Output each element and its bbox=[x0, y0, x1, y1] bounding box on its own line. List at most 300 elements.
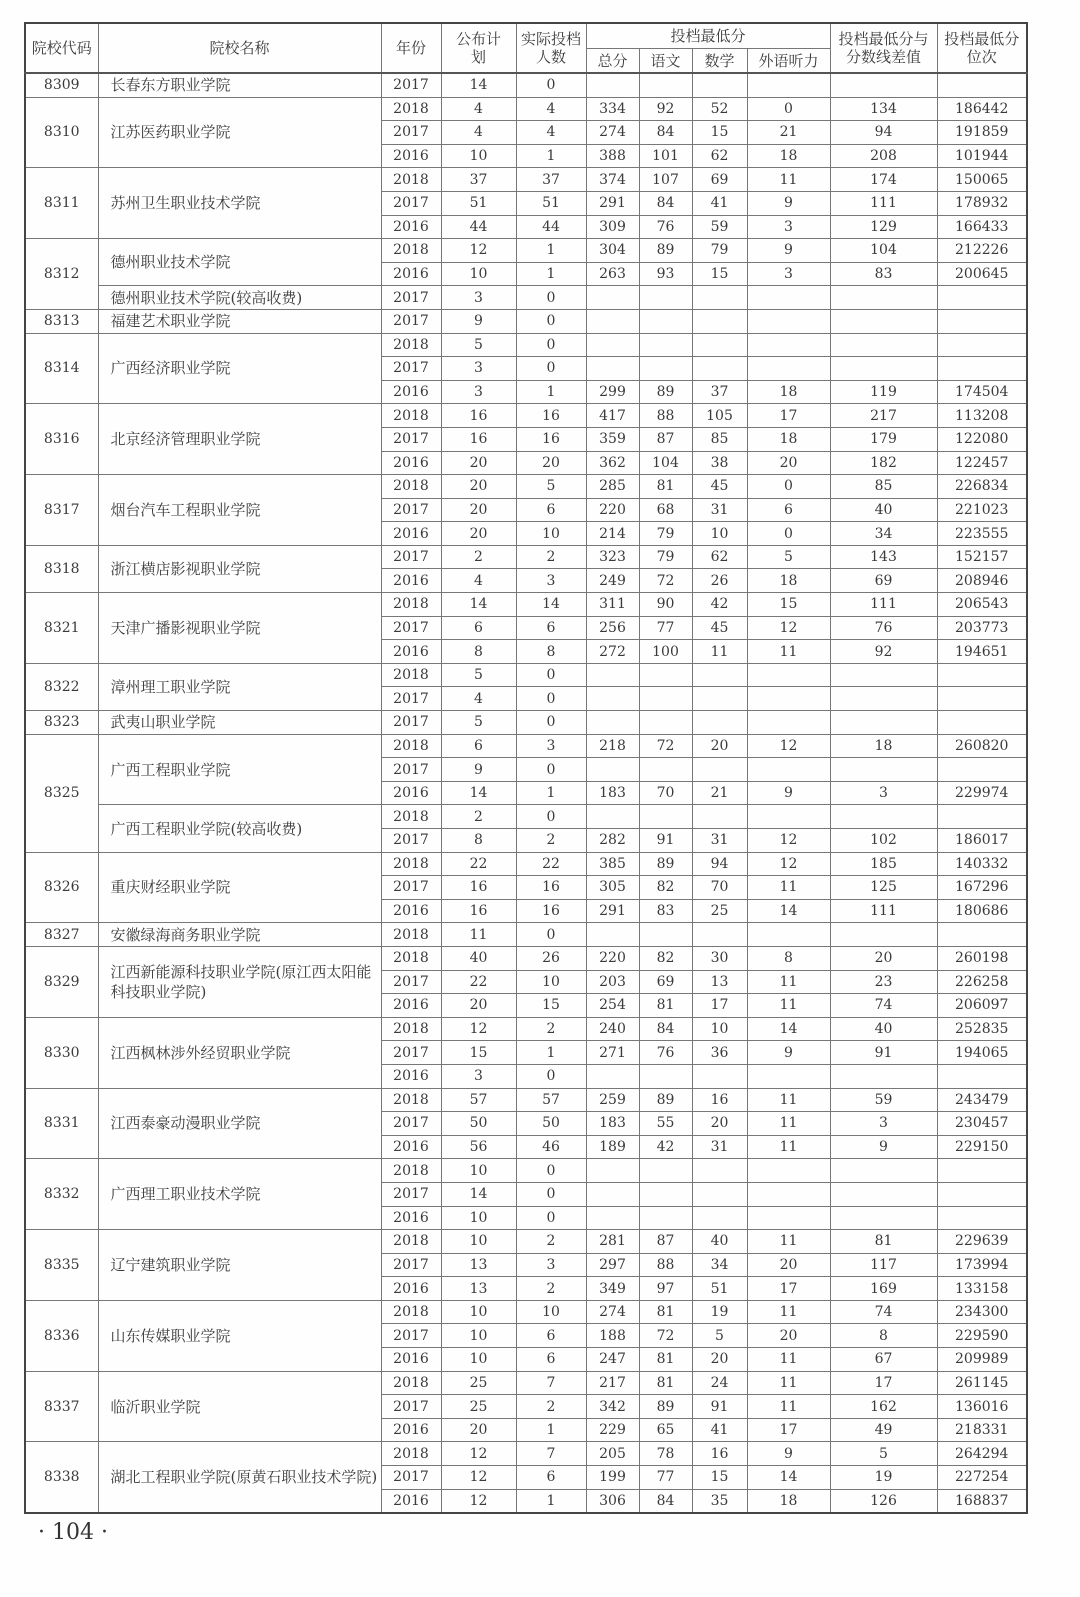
cell-rank bbox=[937, 1159, 1027, 1183]
cell-total: 188 bbox=[586, 1324, 639, 1348]
cell-rank: 223555 bbox=[937, 522, 1027, 546]
cell-math bbox=[692, 1159, 747, 1183]
cell-actual: 57 bbox=[516, 1088, 586, 1112]
cell-year: 2018 bbox=[381, 852, 441, 876]
cell-english: 18 bbox=[747, 144, 830, 168]
cell-total: 342 bbox=[586, 1395, 639, 1419]
cell-actual: 50 bbox=[516, 1112, 586, 1136]
cell-actual: 0 bbox=[516, 73, 586, 97]
cell-chinese: 70 bbox=[639, 781, 692, 805]
cell-plan: 10 bbox=[441, 1348, 516, 1372]
cell-plan: 10 bbox=[441, 1206, 516, 1230]
cell-actual: 1 bbox=[516, 380, 586, 404]
cell-diff: 9 bbox=[830, 1135, 937, 1159]
school-code: 8317 bbox=[25, 475, 98, 546]
cell-math: 62 bbox=[692, 144, 747, 168]
cell-english: 20 bbox=[747, 451, 830, 475]
school-name: 广西经济职业学院 bbox=[98, 333, 381, 404]
cell-english: 21 bbox=[747, 121, 830, 145]
cell-math: 31 bbox=[692, 829, 747, 853]
school-name: 漳州理工职业学院 bbox=[98, 663, 381, 710]
school-name: 天津广播影视职业学院 bbox=[98, 593, 381, 664]
cell-rank: 101944 bbox=[937, 144, 1027, 168]
cell-rank: 234300 bbox=[937, 1300, 1027, 1324]
cell-english: 12 bbox=[747, 734, 830, 758]
cell-actual: 6 bbox=[516, 498, 586, 522]
cell-diff bbox=[830, 805, 937, 829]
cell-year: 2016 bbox=[381, 569, 441, 593]
cell-rank: 264294 bbox=[937, 1442, 1027, 1466]
cell-rank: 140332 bbox=[937, 852, 1027, 876]
cell-rank: 206097 bbox=[937, 994, 1027, 1018]
cell-english bbox=[747, 758, 830, 782]
school-code: 8314 bbox=[25, 333, 98, 404]
cell-total: 229 bbox=[586, 1418, 639, 1442]
cell-actual: 0 bbox=[516, 1182, 586, 1206]
table-row bbox=[25, 309, 1027, 333]
cell-chinese: 101 bbox=[639, 144, 692, 168]
table-row bbox=[25, 593, 1027, 617]
school-name: 烟台汽车工程职业学院 bbox=[98, 475, 381, 546]
cell-plan: 15 bbox=[441, 1041, 516, 1065]
cell-english: 11 bbox=[747, 1371, 830, 1395]
cell-english: 11 bbox=[747, 1088, 830, 1112]
cell-diff: 3 bbox=[830, 781, 937, 805]
cell-year: 2016 bbox=[381, 144, 441, 168]
cell-english: 11 bbox=[747, 1300, 830, 1324]
cell-chinese: 90 bbox=[639, 593, 692, 617]
cell-english: 11 bbox=[747, 970, 830, 994]
cell-chinese: 78 bbox=[639, 1442, 692, 1466]
table-row bbox=[25, 239, 1027, 263]
cell-diff: 111 bbox=[830, 593, 937, 617]
cell-diff: 179 bbox=[830, 427, 937, 451]
cell-rank bbox=[937, 1182, 1027, 1206]
cell-total: 334 bbox=[586, 97, 639, 121]
cell-english bbox=[747, 923, 830, 947]
cell-actual: 6 bbox=[516, 1348, 586, 1372]
cell-diff bbox=[830, 663, 937, 687]
cell-total: 218 bbox=[586, 734, 639, 758]
cell-plan: 16 bbox=[441, 427, 516, 451]
cell-total bbox=[586, 1064, 639, 1088]
cell-english bbox=[747, 357, 830, 381]
cell-total: 349 bbox=[586, 1277, 639, 1301]
cell-english: 17 bbox=[747, 404, 830, 428]
cell-rank: 218331 bbox=[937, 1418, 1027, 1442]
cell-actual: 1 bbox=[516, 1418, 586, 1442]
cell-total: 323 bbox=[586, 545, 639, 569]
cell-diff: 23 bbox=[830, 970, 937, 994]
cell-year: 2016 bbox=[381, 1064, 441, 1088]
table-row bbox=[25, 168, 1027, 192]
cell-rank: 167296 bbox=[937, 876, 1027, 900]
cell-diff: 104 bbox=[830, 239, 937, 263]
cell-rank: 122457 bbox=[937, 451, 1027, 475]
cell-total bbox=[586, 73, 639, 97]
cell-rank: 229590 bbox=[937, 1324, 1027, 1348]
cell-total bbox=[586, 357, 639, 381]
cell-chinese: 55 bbox=[639, 1112, 692, 1136]
cell-total: 271 bbox=[586, 1041, 639, 1065]
cell-english: 20 bbox=[747, 1324, 830, 1348]
cell-actual: 10 bbox=[516, 970, 586, 994]
cell-diff: 18 bbox=[830, 734, 937, 758]
cell-rank: 166433 bbox=[937, 215, 1027, 239]
table-row bbox=[25, 1371, 1027, 1395]
cell-math: 24 bbox=[692, 1371, 747, 1395]
cell-diff: 85 bbox=[830, 475, 937, 499]
cell-actual: 6 bbox=[516, 1324, 586, 1348]
cell-year: 2017 bbox=[381, 1041, 441, 1065]
cell-plan: 10 bbox=[441, 1324, 516, 1348]
cell-year: 2017 bbox=[381, 121, 441, 145]
cell-plan: 4 bbox=[441, 687, 516, 711]
cell-year: 2018 bbox=[381, 1300, 441, 1324]
cell-math bbox=[692, 73, 747, 97]
cell-diff: 67 bbox=[830, 1348, 937, 1372]
cell-chinese: 97 bbox=[639, 1277, 692, 1301]
table-row bbox=[25, 475, 1027, 499]
school-name: 广西工程职业学院 bbox=[98, 734, 381, 805]
cell-actual: 0 bbox=[516, 1206, 586, 1230]
school-name: 武夷山职业学院 bbox=[98, 711, 381, 735]
cell-plan: 14 bbox=[441, 73, 516, 97]
cell-english: 11 bbox=[747, 168, 830, 192]
cell-total: 240 bbox=[586, 1017, 639, 1041]
cell-actual: 1 bbox=[516, 1489, 586, 1513]
cell-year: 2016 bbox=[381, 1277, 441, 1301]
cell-chinese: 82 bbox=[639, 876, 692, 900]
table-row bbox=[25, 1442, 1027, 1466]
cell-year: 2017 bbox=[381, 616, 441, 640]
school-name: 北京经济管理职业学院 bbox=[98, 404, 381, 475]
cell-math: 40 bbox=[692, 1230, 747, 1254]
cell-diff: 34 bbox=[830, 522, 937, 546]
cell-chinese: 89 bbox=[639, 380, 692, 404]
cell-english: 17 bbox=[747, 1277, 830, 1301]
school-code: 8327 bbox=[25, 923, 98, 947]
cell-rank: 133158 bbox=[937, 1277, 1027, 1301]
cell-rank bbox=[937, 333, 1027, 357]
cell-plan: 20 bbox=[441, 451, 516, 475]
cell-plan: 10 bbox=[441, 1300, 516, 1324]
cell-actual: 4 bbox=[516, 97, 586, 121]
cell-actual: 22 bbox=[516, 852, 586, 876]
cell-actual: 2 bbox=[516, 1017, 586, 1041]
cell-year: 2016 bbox=[381, 262, 441, 286]
school-code: 8313 bbox=[25, 309, 98, 333]
cell-math: 38 bbox=[692, 451, 747, 475]
cell-diff: 91 bbox=[830, 1041, 937, 1065]
cell-year: 2017 bbox=[381, 545, 441, 569]
cell-chinese: 81 bbox=[639, 475, 692, 499]
table-row bbox=[25, 1017, 1027, 1041]
cell-plan: 20 bbox=[441, 498, 516, 522]
cell-year: 2017 bbox=[381, 357, 441, 381]
table-row bbox=[25, 1088, 1027, 1112]
cell-actual: 1 bbox=[516, 781, 586, 805]
cell-actual: 2 bbox=[516, 1230, 586, 1254]
cell-plan: 5 bbox=[441, 663, 516, 687]
cell-math bbox=[692, 758, 747, 782]
cell-chinese: 72 bbox=[639, 1324, 692, 1348]
cell-plan: 20 bbox=[441, 522, 516, 546]
cell-rank bbox=[937, 923, 1027, 947]
cell-actual: 0 bbox=[516, 711, 586, 735]
cell-total: 281 bbox=[586, 1230, 639, 1254]
cell-chinese: 88 bbox=[639, 404, 692, 428]
cell-math: 62 bbox=[692, 545, 747, 569]
cell-math: 36 bbox=[692, 1041, 747, 1065]
cell-year: 2018 bbox=[381, 593, 441, 617]
school-name: 广西工程职业学院(较高收费) bbox=[98, 805, 381, 852]
cell-total: 359 bbox=[586, 427, 639, 451]
cell-english: 11 bbox=[747, 640, 830, 664]
header-math: 数学 bbox=[692, 49, 747, 74]
cell-diff: 134 bbox=[830, 97, 937, 121]
cell-total: 305 bbox=[586, 876, 639, 900]
cell-year: 2016 bbox=[381, 1135, 441, 1159]
school-code: 8311 bbox=[25, 168, 98, 239]
cell-plan: 5 bbox=[441, 333, 516, 357]
cell-math: 85 bbox=[692, 427, 747, 451]
school-name: 苏州卫生职业技术学院 bbox=[98, 168, 381, 239]
cell-year: 2017 bbox=[381, 73, 441, 97]
cell-total: 291 bbox=[586, 899, 639, 923]
cell-rank: 208946 bbox=[937, 569, 1027, 593]
cell-diff bbox=[830, 333, 937, 357]
cell-year: 2016 bbox=[381, 781, 441, 805]
cell-total: 183 bbox=[586, 1112, 639, 1136]
cell-math: 69 bbox=[692, 168, 747, 192]
header-diff: 投档最低分与分数线差值 bbox=[830, 23, 937, 73]
cell-rank: 243479 bbox=[937, 1088, 1027, 1112]
cell-actual: 37 bbox=[516, 168, 586, 192]
school-name: 德州职业技术学院(较高收费) bbox=[98, 286, 381, 310]
cell-plan: 9 bbox=[441, 309, 516, 333]
cell-total: 217 bbox=[586, 1371, 639, 1395]
cell-math: 52 bbox=[692, 97, 747, 121]
cell-english: 18 bbox=[747, 380, 830, 404]
cell-year: 2018 bbox=[381, 97, 441, 121]
cell-actual: 1 bbox=[516, 144, 586, 168]
cell-actual: 44 bbox=[516, 215, 586, 239]
cell-chinese: 81 bbox=[639, 1371, 692, 1395]
cell-english: 3 bbox=[747, 262, 830, 286]
cell-actual: 7 bbox=[516, 1371, 586, 1395]
cell-chinese: 79 bbox=[639, 545, 692, 569]
cell-rank bbox=[937, 1064, 1027, 1088]
school-code: 8338 bbox=[25, 1442, 98, 1513]
cell-chinese: 77 bbox=[639, 616, 692, 640]
header-rank: 投档最低分位次 bbox=[937, 23, 1027, 73]
cell-rank: 229639 bbox=[937, 1230, 1027, 1254]
cell-chinese: 87 bbox=[639, 1230, 692, 1254]
cell-diff: 59 bbox=[830, 1088, 937, 1112]
cell-diff: 117 bbox=[830, 1253, 937, 1277]
cell-year: 2018 bbox=[381, 333, 441, 357]
cell-year: 2017 bbox=[381, 1395, 441, 1419]
cell-chinese bbox=[639, 711, 692, 735]
cell-chinese: 79 bbox=[639, 522, 692, 546]
school-code: 8330 bbox=[25, 1017, 98, 1088]
cell-diff: 208 bbox=[830, 144, 937, 168]
cell-english: 14 bbox=[747, 899, 830, 923]
cell-plan: 10 bbox=[441, 262, 516, 286]
cell-math: 17 bbox=[692, 994, 747, 1018]
table-row bbox=[25, 852, 1027, 876]
cell-chinese: 81 bbox=[639, 1348, 692, 1372]
cell-math: 105 bbox=[692, 404, 747, 428]
cell-english: 9 bbox=[747, 239, 830, 263]
cell-rank: 229150 bbox=[937, 1135, 1027, 1159]
cell-math: 94 bbox=[692, 852, 747, 876]
cell-plan: 14 bbox=[441, 593, 516, 617]
cell-math: 5 bbox=[692, 1324, 747, 1348]
cell-year: 2016 bbox=[381, 994, 441, 1018]
cell-english: 15 bbox=[747, 593, 830, 617]
cell-rank: 186017 bbox=[937, 829, 1027, 853]
cell-diff: 81 bbox=[830, 1230, 937, 1254]
cell-rank: 212226 bbox=[937, 239, 1027, 263]
school-name: 江苏医药职业学院 bbox=[98, 97, 381, 168]
cell-total: 189 bbox=[586, 1135, 639, 1159]
cell-math bbox=[692, 357, 747, 381]
cell-math: 16 bbox=[692, 1442, 747, 1466]
cell-diff: 40 bbox=[830, 1017, 937, 1041]
cell-year: 2016 bbox=[381, 1206, 441, 1230]
cell-diff: 169 bbox=[830, 1277, 937, 1301]
cell-chinese bbox=[639, 309, 692, 333]
cell-math: 37 bbox=[692, 380, 747, 404]
cell-total: 362 bbox=[586, 451, 639, 475]
cell-year: 2016 bbox=[381, 451, 441, 475]
cell-rank: 168837 bbox=[937, 1489, 1027, 1513]
cell-english: 0 bbox=[747, 475, 830, 499]
cell-year: 2017 bbox=[381, 498, 441, 522]
school-name: 重庆财经职业学院 bbox=[98, 852, 381, 923]
cell-actual: 1 bbox=[516, 262, 586, 286]
cell-diff bbox=[830, 73, 937, 97]
cell-actual: 0 bbox=[516, 663, 586, 687]
school-name: 广西理工职业技术学院 bbox=[98, 1159, 381, 1230]
cell-plan: 20 bbox=[441, 1418, 516, 1442]
header-year: 年份 bbox=[381, 23, 441, 73]
cell-chinese: 107 bbox=[639, 168, 692, 192]
cell-chinese: 92 bbox=[639, 97, 692, 121]
cell-plan: 10 bbox=[441, 1230, 516, 1254]
cell-math: 30 bbox=[692, 946, 747, 970]
cell-total: 374 bbox=[586, 168, 639, 192]
cell-plan: 3 bbox=[441, 286, 516, 310]
school-code: 8309 bbox=[25, 73, 98, 97]
cell-diff: 3 bbox=[830, 1112, 937, 1136]
cell-chinese bbox=[639, 663, 692, 687]
cell-total: 291 bbox=[586, 191, 639, 215]
school-name: 山东传媒职业学院 bbox=[98, 1300, 381, 1371]
cell-plan: 6 bbox=[441, 734, 516, 758]
cell-total: 247 bbox=[586, 1348, 639, 1372]
cell-plan: 22 bbox=[441, 852, 516, 876]
cell-plan: 20 bbox=[441, 475, 516, 499]
header-total: 总分 bbox=[586, 49, 639, 74]
cell-rank: 122080 bbox=[937, 427, 1027, 451]
cell-plan: 25 bbox=[441, 1395, 516, 1419]
cell-year: 2017 bbox=[381, 309, 441, 333]
cell-english: 11 bbox=[747, 1395, 830, 1419]
cell-chinese: 89 bbox=[639, 239, 692, 263]
cell-math: 31 bbox=[692, 498, 747, 522]
cell-total: 256 bbox=[586, 616, 639, 640]
cell-total bbox=[586, 1206, 639, 1230]
cell-english: 12 bbox=[747, 829, 830, 853]
school-code: 8312 bbox=[25, 239, 98, 310]
cell-total bbox=[586, 711, 639, 735]
cell-rank: 252835 bbox=[937, 1017, 1027, 1041]
cell-math: 31 bbox=[692, 1135, 747, 1159]
cell-actual: 16 bbox=[516, 899, 586, 923]
cell-math bbox=[692, 1182, 747, 1206]
school-code: 8337 bbox=[25, 1371, 98, 1442]
cell-actual: 16 bbox=[516, 427, 586, 451]
cell-year: 2018 bbox=[381, 1159, 441, 1183]
cell-chinese bbox=[639, 1182, 692, 1206]
cell-english bbox=[747, 333, 830, 357]
cell-rank: 194651 bbox=[937, 640, 1027, 664]
cell-math: 11 bbox=[692, 640, 747, 664]
cell-actual: 6 bbox=[516, 1466, 586, 1490]
cell-actual: 2 bbox=[516, 1395, 586, 1419]
cell-diff bbox=[830, 1064, 937, 1088]
school-name: 长春东方职业学院 bbox=[98, 73, 381, 97]
cell-year: 2018 bbox=[381, 168, 441, 192]
cell-year: 2018 bbox=[381, 1442, 441, 1466]
cell-total: 311 bbox=[586, 593, 639, 617]
cell-year: 2018 bbox=[381, 1088, 441, 1112]
cell-year: 2018 bbox=[381, 1017, 441, 1041]
cell-english bbox=[747, 286, 830, 310]
cell-plan: 3 bbox=[441, 357, 516, 381]
school-code: 8322 bbox=[25, 663, 98, 710]
cell-rank bbox=[937, 687, 1027, 711]
cell-diff bbox=[830, 1206, 937, 1230]
cell-total: 249 bbox=[586, 569, 639, 593]
cell-total: 254 bbox=[586, 994, 639, 1018]
cell-math: 51 bbox=[692, 1277, 747, 1301]
cell-rank: 173994 bbox=[937, 1253, 1027, 1277]
cell-year: 2018 bbox=[381, 1371, 441, 1395]
school-name: 江西枫林涉外经贸职业学院 bbox=[98, 1017, 381, 1088]
cell-plan: 12 bbox=[441, 1017, 516, 1041]
cell-math: 45 bbox=[692, 616, 747, 640]
cell-rank: 203773 bbox=[937, 616, 1027, 640]
school-name: 辽宁建筑职业学院 bbox=[98, 1230, 381, 1301]
school-name: 湖北工程职业学院(原黄石职业技术学院) bbox=[98, 1442, 381, 1513]
cell-diff: 162 bbox=[830, 1395, 937, 1419]
school-code: 8316 bbox=[25, 404, 98, 475]
cell-year: 2017 bbox=[381, 829, 441, 853]
cell-math: 79 bbox=[692, 239, 747, 263]
cell-year: 2016 bbox=[381, 380, 441, 404]
school-code: 8332 bbox=[25, 1159, 98, 1230]
cell-year: 2018 bbox=[381, 805, 441, 829]
cell-diff: 92 bbox=[830, 640, 937, 664]
cell-total: 299 bbox=[586, 380, 639, 404]
cell-rank: 221023 bbox=[937, 498, 1027, 522]
cell-chinese bbox=[639, 1159, 692, 1183]
cell-chinese: 77 bbox=[639, 1466, 692, 1490]
